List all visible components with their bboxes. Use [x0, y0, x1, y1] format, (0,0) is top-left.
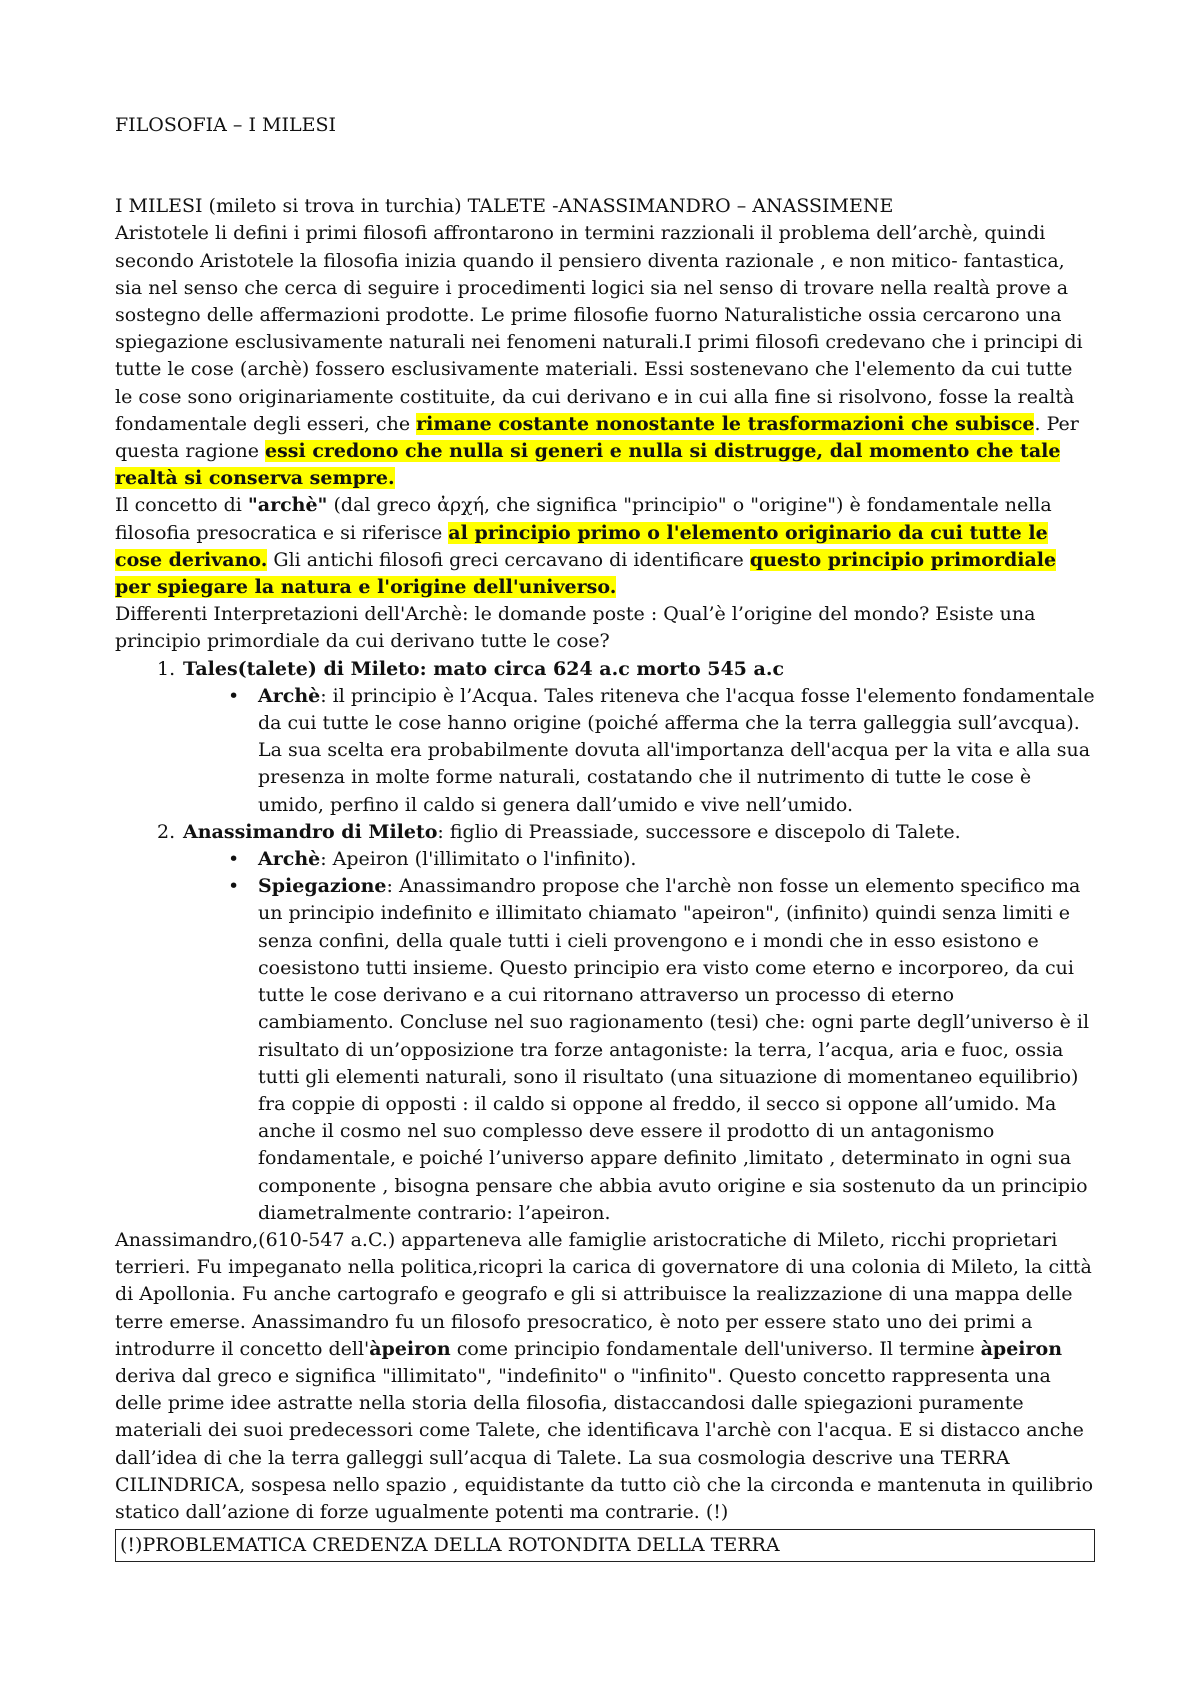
list-item-title: Anassimandro di Mileto: [183, 820, 438, 843]
text-run: Aristotele li defini i primi filosofi affrontarono in termini razzionali il problema dell’archè, quindi secondo Aristotele la filosofia inizia quando il pensiero diventa razionale , e non mitico- fantastica, sia nel senso che cerca di seguire i procedimenti logici sia nel senso di trovare nella realtà prove a sostegno delle affermazioni prodotte. Le prime filosofie fuorno Naturalistiche ossia cercarono una spiegazione esclusivamente naturali nei fenomeni naturali.I primi filosofi credevano che i principi di tutte le cose (archè) fossero esclusivamente materiali. Essi sostenevano che l'elemento da cui tutte le cose sono originariamente costituite, da cui derivano e in cui alla fine si risolvono, fosse la realtà fondamentale degli esseri, che: [115, 222, 1083, 435]
anassimandro-bullets: [115, 846, 1095, 1227]
document-page: [115, 112, 1095, 1562]
list-item-title: Tales(talete) di Mileto: mato circa 624 a.c morto 545 a.c: [183, 657, 785, 680]
bullet-item-arche: [115, 846, 1095, 873]
bold-text: "archè": [247, 494, 328, 517]
bullet-text: : Apeiron (l'illimitato o l'infinito).: [320, 848, 637, 871]
text-run: . Per questa ragione: [115, 412, 1079, 463]
list-item-anassimandro: [115, 819, 1095, 846]
interpretations-paragraph: Differenti Interpretazioni dell'Archè: le domande poste : Qual’è l’origine del mondo? Esiste una principio primordiale da cui derivano tutte le cose?: [115, 603, 1036, 653]
highlighted-text: al principio primo o l'elemento originario da cui tutte le cose derivano.: [115, 521, 1048, 571]
spacer: [115, 139, 1095, 193]
arche-paragraph: [115, 492, 1095, 601]
anassimandro-biography-paragraph: [115, 1227, 1095, 1526]
bold-text: àpeiron: [980, 1337, 1063, 1360]
list-item-text: : figlio di Preassiade, successore e discepolo di Talete.: [437, 820, 961, 843]
intro-line: I MILESI (mileto si trova in turchia) TALETE -ANASSIMANDRO – ANASSIMENE: [115, 195, 894, 218]
list-number: 2.: [157, 820, 176, 843]
boxed-note: (!)PROBLEMATICA CREDENZA DELLA ROTONDITA DELLA TERRA: [115, 1529, 1095, 1562]
list-item-talete: [115, 656, 1095, 683]
philosophers-list: [115, 656, 1095, 1227]
aristotele-paragraph: [115, 220, 1095, 492]
bullet-text: : Anassimandro propose che l'archè non fosse un elemento specifico ma un principio indefinito e illimitato chiamato "apeiron", (infinito) quindi senza limiti e senza confini, della quale tutti i cieli provengono e i mondi che in esso esistono e coesistono tutti insieme. Questo principio era visto come eterno e incorporeo, da cui tutte le cose derivano e a cui ritornano attraverso un processo di eterno cambiamento. Concluse nel suo ragionamento (tesi) che: ogni parte degll’universo è il risultato di un’opposizione tra forze antagoniste: la terra, l’acqua, aria e fuoc, ossia tutti gli elementi naturali, sono il risultato (una situazione di momentaneo equilibrio) fra coppie di opposti : il caldo si oppone al freddo, il secco si oppone all’umido. Ma anche il cosmo nel suo complesso deve essere il prodotto di un antagonismo fondamentale, e poiché l’universo appare definito ,limitato , determinato in ogni sua componente , bisogna pensare che abbia avuto origine e sia sostenuto da un principio diametralmente contrario: l’apeiron.: [258, 875, 1090, 1224]
highlighted-text: essi credono che nulla si generi e nulla si distrugge, dal momento che tale realtà si conserva sempre.: [115, 440, 1061, 490]
bullet-label: Archè: [258, 848, 321, 871]
text-run: Il concetto di: [115, 494, 248, 517]
bold-text: àpeiron: [369, 1337, 451, 1360]
text-run: (dal greco ἀρχή, che significa "principio" o "origine") è fondamentale nella filosofia presocratica e si riferisce: [115, 494, 1052, 544]
bullet-item-spiegazione: [115, 873, 1095, 1227]
bullet-label: Archè: [258, 684, 321, 707]
bullet-icon: •: [228, 848, 240, 871]
highlighted-text: rimane costante nonostante le trasformazioni che subisce: [416, 412, 1035, 435]
bullet-text: : il principio è l’Acqua. Tales riteneva che l'acqua fosse l'elemento fondamentale da cui tutte le cose hanno origine (poiché afferma che la terra galleggia sull’avcqua). La sua scelta era probabilmente dovuta all'importanza dell'acqua per la vita e alla sua presenza in molte forme naturali, costatando che il nutrimento di tutte le cose è umido, perfino il caldo si genera dall’umido e vive nell’umido.: [258, 684, 1095, 816]
highlighted-text: questo principio primordiale per spiegare la natura e l'origine dell'universo.: [115, 548, 1057, 599]
bullet-label: Spiegazione: [258, 875, 387, 898]
text-run: deriva dal greco e significa "illimitato", "indefinito" o "infinito". Questo concetto rappresenta una delle prime idee astratte nella storia della filosofia, distaccandosi dalle spiegazioni puramente materiali dei suoi predecessori come Talete, che identificava l'archè con l'acqua. E si distacco anche dall’idea di che la terra galleggi sull’acqua di Talete. La sua cosmologia descrive una TERRA CILINDRICA, sospesa nello spazio , equidistante da tutto ciò che la circonda e mantenuta in quilibrio statico dall’azione di forze ugualmente potenti ma contrarie. (!): [115, 1364, 1094, 1523]
document-title: FILOSOFIA – I MILESI: [115, 114, 336, 136]
bullet-icon: •: [228, 875, 240, 898]
text-run: Anassimandro,(610-547 a.C.) apparteneva alle famiglie aristocratiche di Mileto, ricchi proprietari terrieri. Fu impeganato nella politica,ricopri la carica di governatore di una colonia di Mileto, la città di Apollonia. Fu anche cartografo e geografo e gli si attribuisce la realizzazione di una mappa delle terre emerse. Anassimandro fu un filosofo presocratico, è noto per essere stato uno dei primi a introdurre il concetto dell': [115, 1228, 1092, 1360]
bullet-icon: •: [228, 684, 240, 707]
bullet-item-arche: [115, 683, 1095, 819]
text-run: Gli antichi filosofi greci cercavano di identificare: [267, 548, 750, 571]
text-run: come principio fondamentale dell'universo. Il termine: [450, 1337, 981, 1360]
talete-bullets: [115, 683, 1095, 819]
list-number: 1.: [157, 657, 176, 680]
